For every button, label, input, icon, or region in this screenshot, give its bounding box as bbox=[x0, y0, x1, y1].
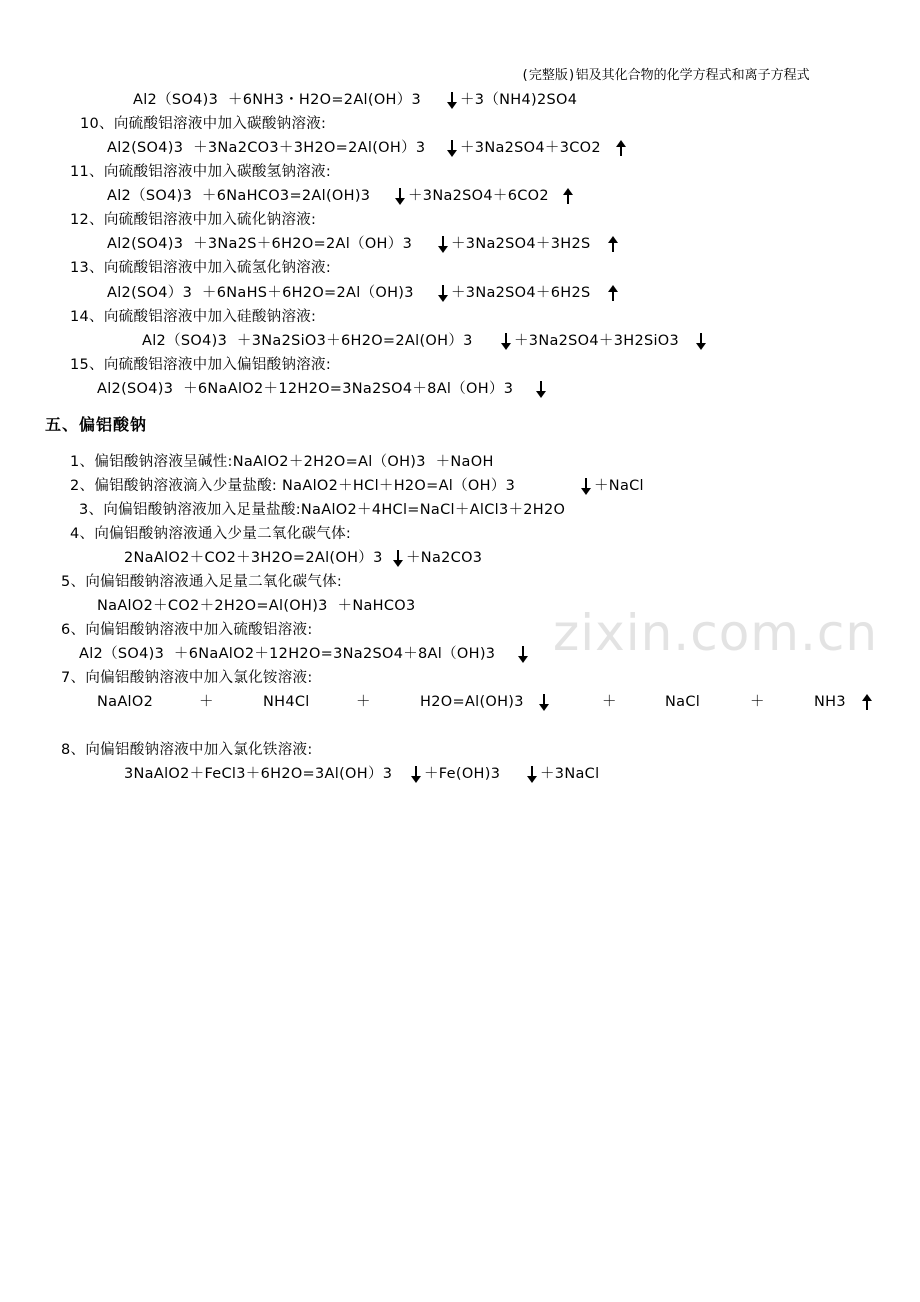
equation-line: Al2（SO4)3 ＋6NaHCO3=2Al(OH)3 bbox=[107, 188, 371, 204]
precipitate-arrow-icon bbox=[394, 187, 406, 205]
reaction-heading: 15、向硫酸铝溶液中加入偏铝酸钠溶液: bbox=[70, 357, 332, 373]
equation-line: ＋Na2CO3 bbox=[406, 550, 483, 566]
equation-line: ＋3Na2SO4＋6CO2 bbox=[408, 188, 549, 204]
section-title: 五、偏铝酸钠 bbox=[45, 415, 148, 434]
equation-line: ＋NaCl bbox=[594, 478, 644, 494]
equation-term: NaCl bbox=[665, 694, 701, 710]
equation-plus: ＋ bbox=[356, 694, 371, 710]
precipitate-arrow-icon bbox=[517, 645, 529, 663]
equation-line: Al2（SO4)3 ＋3Na2SiO3＋6H2O=2Al(OH）3 bbox=[142, 333, 473, 349]
equation-line: Al2(SO4)3 ＋3Na2CO3＋3H2O=2Al(OH）3 bbox=[107, 140, 426, 156]
equation-line: 3、向偏铝酸钠溶液加入足量盐酸:NaAlO2＋4HCl=NaCl＋AlCl3＋2H2O bbox=[79, 502, 566, 518]
equation-line: Al2（SO4)3 ＋6NaAlO2＋12H2O=3Na2SO4＋8Al（OH)3 bbox=[79, 646, 496, 662]
equation-plus: ＋ bbox=[602, 694, 617, 710]
equation-line: Al2(SO4）3 ＋6NaHS＋6H2O=2Al（OH)3 bbox=[107, 285, 414, 301]
precipitate-arrow-icon bbox=[538, 693, 550, 711]
equation-line: ＋Fe(OH)3 bbox=[424, 766, 501, 782]
equation-term: NH4Cl bbox=[263, 694, 310, 710]
precipitate-arrow-icon bbox=[446, 91, 458, 109]
precipitate-arrow-icon bbox=[580, 477, 592, 495]
reaction-heading: 10、向硫酸铝溶液中加入碳酸钠溶液: bbox=[80, 116, 327, 132]
equation-line: 1、偏铝酸钠溶液呈碱性:NaAlO2＋2H2O=Al（OH)3 ＋NaOH bbox=[70, 454, 494, 470]
precipitate-arrow-icon bbox=[526, 765, 538, 783]
reaction-heading: 12、向硫酸铝溶液中加入硫化钠溶液: bbox=[70, 212, 317, 228]
reaction-heading: 5、向偏铝酸钠溶液通入足量二氧化碳气体: bbox=[61, 574, 343, 590]
equation-line: ＋3Na2SO4＋3H2SiO3 bbox=[514, 333, 680, 349]
reaction-heading: 6、向偏铝酸钠溶液中加入硫酸铝溶液: bbox=[61, 622, 313, 638]
equation-term: NH3 bbox=[814, 694, 846, 710]
watermark: zixin.com.cn bbox=[553, 604, 879, 662]
equation-line: Al2(SO4)3 ＋6NaAlO2＋12H2O=3Na2SO4＋8Al（OH）3 bbox=[97, 381, 514, 397]
equation-line: NaAlO2＋CO2＋2H2O=Al(OH)3 ＋NaHCO3 bbox=[97, 598, 416, 614]
gas-arrow-icon bbox=[607, 284, 619, 302]
reaction-heading: 13、向硫酸铝溶液中加入硫氢化钠溶液: bbox=[70, 260, 332, 276]
equation-line: 2NaAlO2＋CO2＋3H2O=2Al(OH）3 bbox=[124, 550, 383, 566]
precipitate-arrow-icon bbox=[392, 549, 404, 567]
reaction-heading: 4、向偏铝酸钠溶液通入少量二氧化碳气体: bbox=[70, 526, 352, 542]
gas-arrow-icon bbox=[861, 693, 873, 711]
precipitate-arrow-icon bbox=[500, 332, 512, 350]
equation-line: ＋3Na2SO4＋3CO2 bbox=[460, 140, 601, 156]
precipitate-arrow-icon bbox=[410, 765, 422, 783]
equation-term: H2O=Al(OH)3 bbox=[420, 694, 524, 710]
reaction-heading: 8、向偏铝酸钠溶液中加入氯化铁溶液: bbox=[61, 742, 313, 758]
precipitate-arrow-icon bbox=[437, 284, 449, 302]
precipitate-arrow-icon bbox=[446, 139, 458, 157]
gas-arrow-icon bbox=[562, 187, 574, 205]
equation-line: 3NaAlO2＋FeCl3＋6H2O=3Al(OH）3 bbox=[124, 766, 393, 782]
gas-arrow-icon bbox=[607, 235, 619, 253]
equation-line: ＋3（NH4)2SO4 bbox=[460, 92, 578, 108]
equation-plus: ＋ bbox=[199, 694, 214, 710]
page-header-title: (完整版)铝及其化合物的化学方程式和离子方程式 bbox=[521, 68, 810, 83]
precipitate-arrow-icon bbox=[535, 380, 547, 398]
equation-line: Al2(SO4)3 ＋3Na2S＋6H2O=2Al（OH）3 bbox=[107, 236, 413, 252]
precipitate-arrow-icon bbox=[437, 235, 449, 253]
gas-arrow-icon bbox=[615, 139, 627, 157]
reaction-heading: 11、向硫酸铝溶液中加入碳酸氢钠溶液: bbox=[70, 164, 332, 180]
precipitate-arrow-icon bbox=[695, 332, 707, 350]
equation-line: ＋3NaCl bbox=[540, 766, 600, 782]
equation-line: ＋3Na2SO4＋6H2S bbox=[451, 285, 591, 301]
equation-plus: ＋ bbox=[750, 694, 765, 710]
reaction-heading: 7、向偏铝酸钠溶液中加入氯化铵溶液: bbox=[61, 670, 313, 686]
equation-line: ＋3Na2SO4＋3H2S bbox=[451, 236, 591, 252]
reaction-heading: 14、向硫酸铝溶液中加入硅酸钠溶液: bbox=[70, 309, 317, 325]
equation-line: 2、偏铝酸钠溶液滴入少量盐酸: NaAlO2＋HCl＋H2O=Al（OH）3 bbox=[70, 478, 516, 494]
equation-term: NaAlO2 bbox=[97, 694, 154, 710]
equation-line: Al2（SO4)3 ＋6NH3・H2O=2Al(OH）3 bbox=[133, 92, 422, 108]
